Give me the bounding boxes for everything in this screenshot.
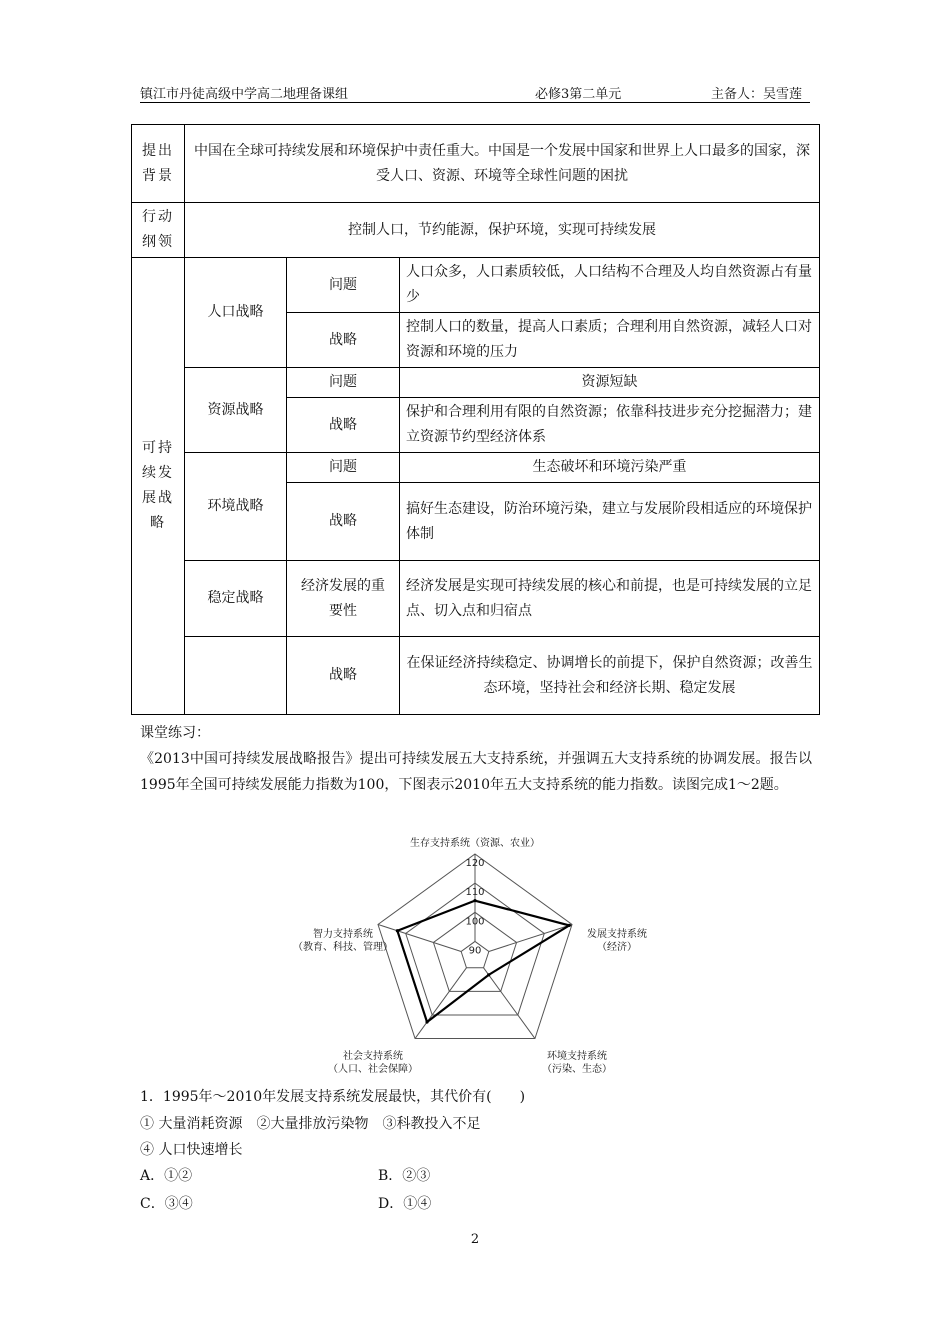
axis-label-name: 发展支持系统 <box>587 929 647 940</box>
table-row <box>132 203 820 258</box>
tick-label: 110 <box>465 887 485 899</box>
population-label: 人口战略 <box>185 258 287 368</box>
table-row <box>132 258 820 313</box>
axis-label-sub: （经济） <box>597 942 637 953</box>
axis-label-name: 生存支持系统 <box>410 838 470 849</box>
answer-b[interactable]: B．②③ <box>378 1168 431 1184</box>
environment-problem-label: 问题 <box>287 453 400 483</box>
answer-d[interactable]: D．①④ <box>378 1196 432 1212</box>
axis-spoke <box>415 968 466 1039</box>
axis-label-sub: （人口、社会保障） <box>328 1064 418 1075</box>
stability-strategy: 在保证经济持续稳定、协调增长的前提下，保护自然资源；改善生态环境，坚持社会和经济长期、稳定发展 <box>400 637 820 715</box>
header-author: 主备人：吴雪莲 <box>710 87 802 102</box>
table-row <box>132 561 820 637</box>
action-label: 行动纲领 <box>132 203 185 258</box>
axis-label-name: 环境支持系统 <box>547 1051 607 1062</box>
data-point <box>425 1020 428 1023</box>
table-row <box>132 453 820 483</box>
radar-chart <box>270 830 680 1080</box>
axis-spoke <box>484 968 535 1039</box>
resource-strategy-label: 战略 <box>287 398 400 453</box>
axis-label-name: 社会支持系统 <box>343 1051 403 1062</box>
action-text: 控制人口，节约能源，保护环境，实现可持续发展 <box>185 203 820 258</box>
background-text: 中国在全球可持续发展和环境保护中责任重大。中国是一个发展中国家和世界上人口最多的国家，深受人口、资源、环境等全球性问题的困扰 <box>185 125 820 203</box>
population-problem: 人口众多，人口素质较低，人口结构不合理及人均自然资源占有量少 <box>400 258 820 313</box>
answer-c[interactable]: C．③④ <box>140 1196 193 1212</box>
tick-label: 120 <box>465 858 485 869</box>
environment-label: 环境战略 <box>185 453 287 561</box>
question-stem: 1．1995年～2010年发展支持系统发展最快，其代价有( ) <box>140 1089 526 1105</box>
axis-spoke <box>489 924 572 951</box>
stability-importance-label-1: 经济发展的重 <box>301 577 385 594</box>
header-unit: 必修3第二单元 <box>535 87 622 102</box>
tick-label: 100 <box>465 916 485 928</box>
question-options-1: ① 大量消耗资源 ②大量排放污染物 ③科教投入不足 <box>140 1116 481 1132</box>
stability-importance-label-2: 要性 <box>329 602 357 619</box>
empty-cell <box>185 637 287 715</box>
stability-label: 稳定战略 <box>185 561 287 637</box>
background-label: 提出背景 <box>132 125 185 203</box>
table-row <box>132 368 820 398</box>
question-options-2: ④ 人口快速增长 <box>140 1142 243 1158</box>
population-problem-label: 问题 <box>287 258 400 313</box>
axis-label-sub: （资源、农业） <box>470 838 540 849</box>
resource-strategy: 保护和合理利用有限的自然资源；依靠科技进步充分挖掘潜力；建立资源节约型经济体系 <box>400 398 820 453</box>
population-strategy: 控制人口的数量，提高人口素质；合理利用自然资源，减轻人口对资源和环境的压力 <box>400 313 820 368</box>
table-row <box>132 637 820 715</box>
environment-problem: 生态破坏和环境污染严重 <box>400 453 820 483</box>
axis-label-sub: （污染、生态） <box>542 1064 612 1075</box>
table-row <box>132 125 820 203</box>
environment-strategy: 搞好生态建设，防治环境污染，建立与发展阶段相适应的环境保护体制 <box>400 483 820 561</box>
stability-importance: 经济发展是实现可持续发展的核心和前提，也是可持续发展的立足点、切入点和归宿点 <box>400 561 820 637</box>
axis-label <box>410 836 540 849</box>
resource-problem-label: 问题 <box>287 368 400 398</box>
resource-problem: 资源短缺 <box>400 368 820 398</box>
strategy-label: 可持续发展战略 <box>132 258 185 715</box>
exercise-title: 课堂练习： <box>140 725 210 741</box>
page-header <box>140 80 810 103</box>
data-point <box>568 924 571 927</box>
environment-strategy-label: 战略 <box>287 483 400 561</box>
exercise-intro: 《2013中国可持续发展战略报告》提出可持续发展五大支持系统，并强调五大支持系统的协调发展。报告以1995年全国可持续发展能力指数为100，下图表示2010年五大支持系统的能力指数。读图完成1～2题。 <box>140 751 812 793</box>
page-number: 2 <box>470 1232 480 1247</box>
data-point <box>473 899 476 902</box>
axis-label-sub: （教育、科技、管理） <box>293 942 393 953</box>
tick-label: 90 <box>468 945 482 957</box>
axis-label-name: 智力支持系统 <box>313 929 373 940</box>
strategy-table <box>131 124 820 715</box>
answer-a[interactable]: A．①② <box>140 1168 193 1184</box>
resource-label: 资源战略 <box>185 368 287 453</box>
stability-importance-label <box>287 561 400 637</box>
data-point <box>487 973 490 976</box>
stability-strategy-label: 战略 <box>287 637 400 715</box>
population-strategy-label: 战略 <box>287 313 400 368</box>
header-school: 镇江市丹徒高级中学高二地理备课组 <box>140 87 349 102</box>
data-point <box>396 929 399 932</box>
